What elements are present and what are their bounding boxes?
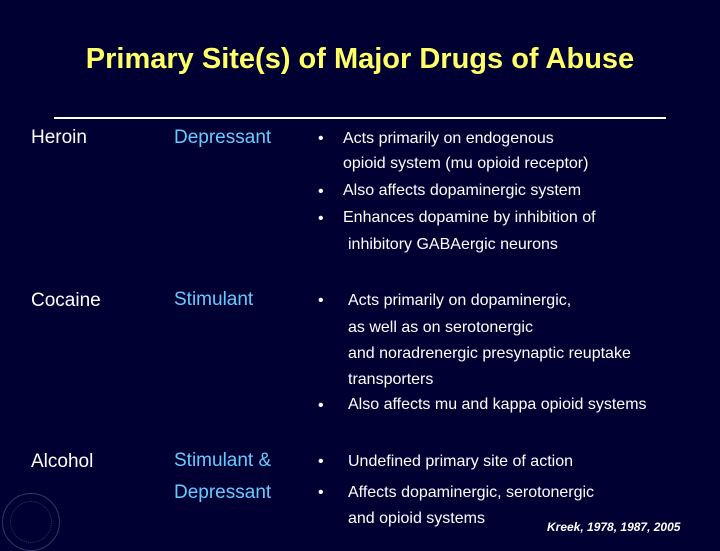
bullet-text: and noradrenergic presynaptic reuptake xyxy=(348,345,631,362)
bullet-marker: • xyxy=(318,130,324,147)
bullet-text: Affects dopaminergic, serotonergic xyxy=(348,484,595,501)
bullet-marker: • xyxy=(318,183,324,200)
bullet-text: as well as on serotonergic xyxy=(348,319,533,336)
drug-name-alcohol: Alcohol xyxy=(31,451,94,472)
drug-class-cocaine: Stimulant xyxy=(174,289,254,310)
bullet-marker: • xyxy=(318,210,324,227)
drug-class-heroin: Depressant xyxy=(174,127,272,148)
bullet-text: opioid system (mu opioid receptor) xyxy=(343,155,589,172)
bullet-text: transporters xyxy=(348,371,434,388)
university-seal-icon xyxy=(2,493,60,551)
bullet-text: and opioid systems xyxy=(348,510,485,527)
drug-class-alcohol-line1: Stimulant & xyxy=(174,450,272,471)
bullet-marker: • xyxy=(318,453,324,470)
bullet-marker: • xyxy=(318,292,324,309)
drug-name-heroin: Heroin xyxy=(31,127,87,148)
bullet-text: Enhances dopamine by inhibition of xyxy=(343,209,596,226)
citation: Kreek, 1978, 1987, 2005 xyxy=(547,520,681,534)
drug-class-alcohol-line2: Depressant xyxy=(174,482,272,503)
bullet-text: Acts primarily on dopaminergic, xyxy=(348,292,572,309)
bullet-text: Acts primarily on endogenous xyxy=(343,130,554,147)
bullet-marker: • xyxy=(318,397,324,414)
bullet-text: Also affects mu and kappa opioid systems xyxy=(348,396,647,413)
title-divider xyxy=(54,117,666,119)
bullet-text: Also affects dopaminergic system xyxy=(343,182,582,199)
seal-inner-ring xyxy=(10,501,52,543)
slide-title: Primary Site(s) of Major Drugs of Abuse xyxy=(85,43,635,75)
bullet-text: Undefined primary site of action xyxy=(348,453,573,470)
bullet-marker: • xyxy=(318,484,324,501)
drug-name-cocaine: Cocaine xyxy=(31,290,101,311)
bullet-text: inhibitory GABAergic neurons xyxy=(348,236,558,253)
